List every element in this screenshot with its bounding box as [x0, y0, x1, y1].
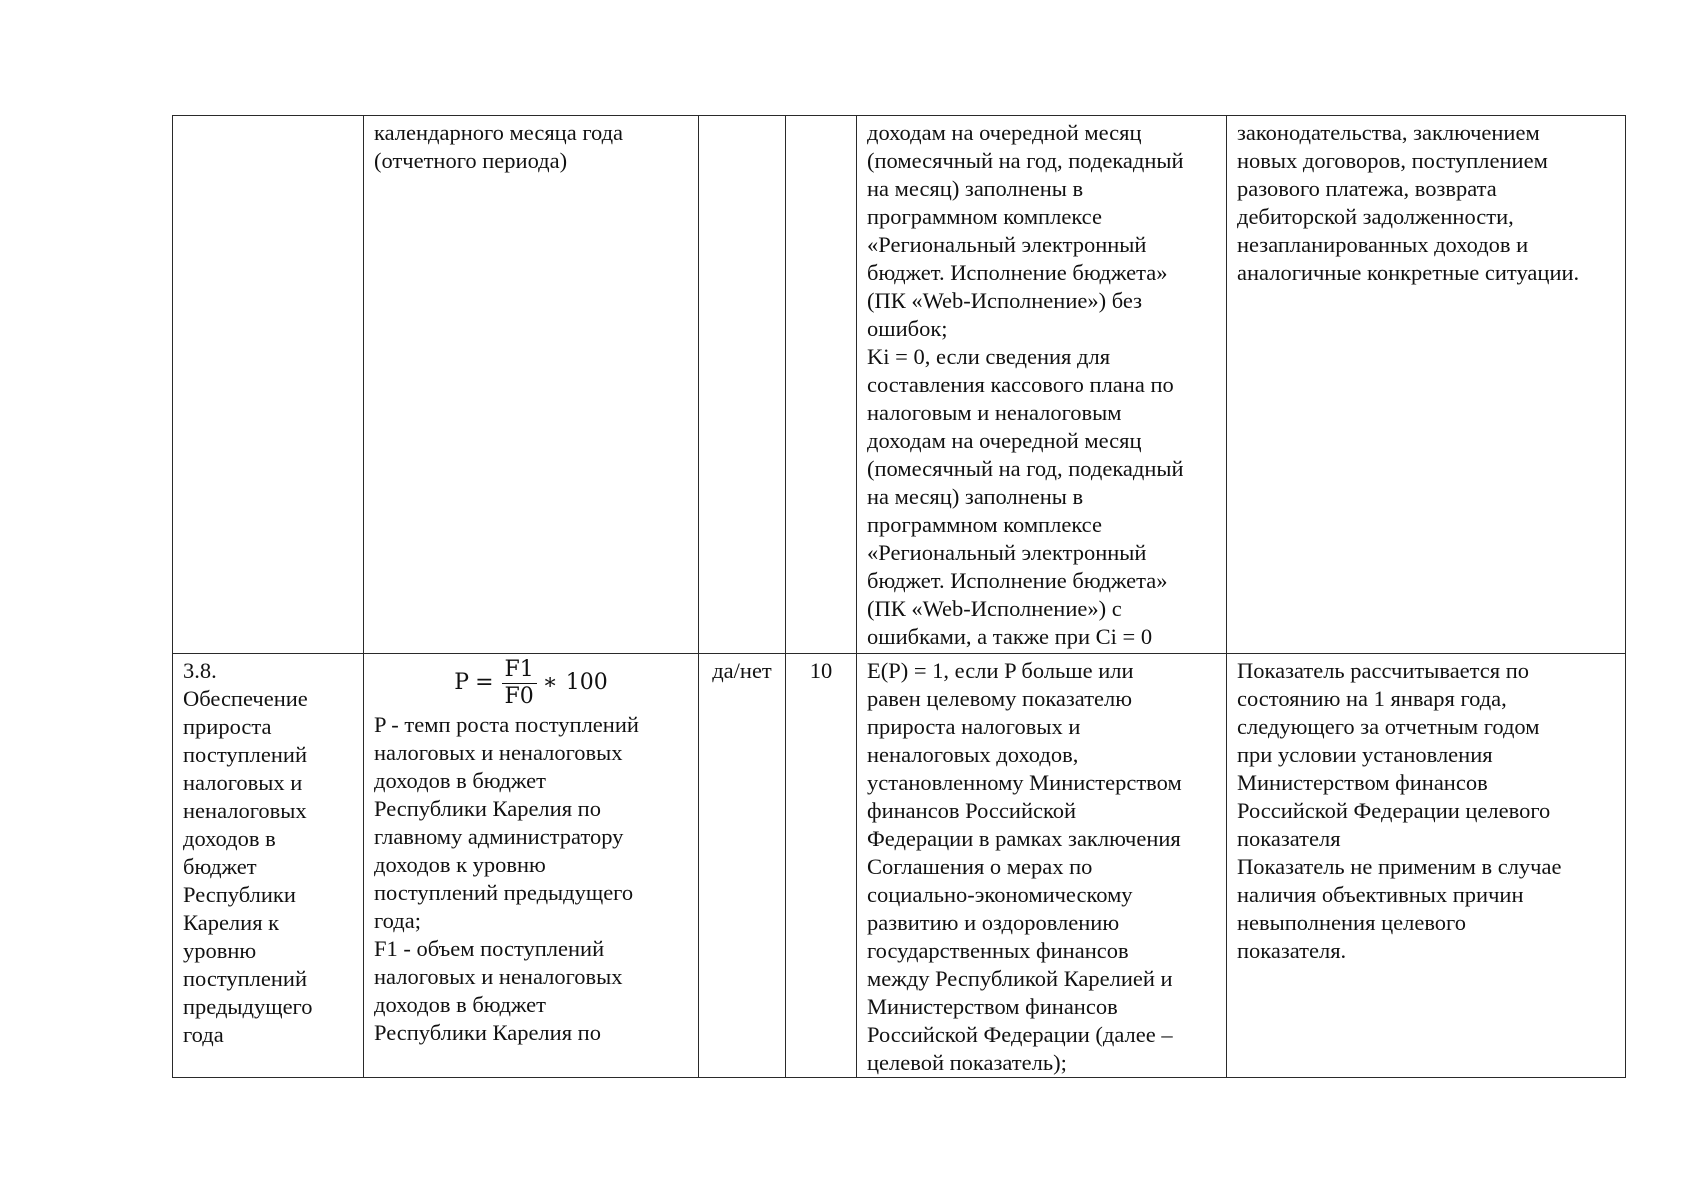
text-line: доходов в [183, 826, 276, 851]
formula-fraction [502, 658, 537, 709]
text-lines [183, 657, 353, 1049]
text-line: государственных финансов [867, 938, 1129, 963]
text-line: «Региональный электронный [867, 232, 1147, 257]
weight-value: 10 [809, 658, 833, 683]
text-line: налоговых и [183, 770, 303, 795]
text-line: уровню [183, 938, 257, 963]
formula-denominator: F0 [504, 683, 534, 709]
text-lines [867, 119, 1216, 651]
cell-formula-description [364, 116, 699, 654]
text-line: Российской Федерации целевого [1237, 798, 1551, 823]
text-line: бюджет [183, 854, 257, 879]
text-line: Карелия к [183, 910, 280, 935]
cell-unit [699, 116, 786, 654]
text-line: программном комплексе [867, 512, 1102, 537]
text-lines [867, 657, 1216, 1077]
text-line: поступлений [183, 742, 308, 767]
text-line: F1 - объем поступлений [374, 936, 605, 961]
text-line: (ПК «Web-Исполнение») без [867, 288, 1143, 313]
text-line: года [183, 1022, 224, 1047]
formula [374, 655, 688, 711]
text-line: при условии установления [1237, 742, 1493, 767]
text-line: E(P) = 1, если P больше или [867, 658, 1134, 683]
text-line: следующего за отчетным годом [1237, 714, 1540, 739]
text-line: Республики Карелия по [374, 1020, 601, 1045]
text-line: законодательства, заключением [1237, 120, 1540, 145]
text-line: на месяц) заполнены в [867, 176, 1084, 201]
text-line: незапланированных доходов и [1237, 232, 1529, 257]
text-line: целевой показатель); [867, 1050, 1067, 1075]
text-line: налоговых и неналоговых [374, 740, 623, 765]
text-lines [1237, 657, 1615, 965]
text-line: (помесячный на год, подекадный [867, 148, 1184, 173]
text-line: социально-экономическому [867, 882, 1133, 907]
text-line: развитию и оздоровлению [867, 910, 1120, 935]
text-line: неналоговых [183, 798, 307, 823]
text-lines [1237, 119, 1615, 287]
text-line: поступлений предыдущего [374, 880, 634, 905]
text-line: (ПК «Web-Исполнение») с [867, 596, 1122, 621]
unit-value: да/нет [712, 658, 772, 683]
text-line: прироста налоговых и [867, 714, 1081, 739]
text-line: показателя [1237, 826, 1341, 851]
text-line: показателя. [1237, 938, 1347, 963]
text-line: поступлений [183, 966, 308, 991]
text-lines [374, 119, 688, 175]
formula-factor: 100 [565, 670, 608, 695]
text-line: P - темп роста поступлений [374, 712, 639, 737]
formula-lhs: P [454, 670, 470, 695]
formula-equals: = [475, 670, 494, 695]
cell-indicator-name [173, 654, 364, 1078]
text-line: доходов в бюджет [374, 768, 546, 793]
text-line: между Республикой Карелией и [867, 966, 1173, 991]
cell-evaluation [857, 116, 1227, 654]
text-line: доходов в бюджет [374, 992, 546, 1017]
cell-number-name [173, 116, 364, 654]
text-line: состоянию на 1 января года, [1237, 686, 1507, 711]
cell-notes [1227, 116, 1626, 654]
text-line: ошибок; [867, 316, 948, 341]
text-line: налоговым и неналоговым [867, 400, 1122, 425]
text-line: Министерством финансов [867, 994, 1118, 1019]
cell-formula-description [364, 654, 699, 1078]
text-line: неналоговых доходов, [867, 742, 1079, 767]
text-lines [374, 711, 688, 1047]
text-line: Федерации в рамках заключения [867, 826, 1181, 851]
text-line: «Региональный электронный [867, 540, 1147, 565]
text-line: равен целевому показателю [867, 686, 1133, 711]
text-line: установленному Министерством [867, 770, 1182, 795]
text-line: 3.8. [183, 658, 217, 683]
text-line: новых договоров, поступлением [1237, 148, 1548, 173]
text-line: предыдущего [183, 994, 313, 1019]
text-line: доходам на очередной месяц [867, 120, 1142, 145]
text-line: Министерством финансов [1237, 770, 1488, 795]
table-row-continuation [173, 116, 1626, 654]
text-line: года; [374, 908, 421, 933]
text-line: Соглашения о мерах по [867, 854, 1093, 879]
text-line: Показатель рассчитывается по [1237, 658, 1530, 683]
text-line: дебиторской задолженности, [1237, 204, 1514, 229]
text-line: Республики [183, 882, 296, 907]
text-line: разового платежа, возврата [1237, 176, 1497, 201]
text-line: бюджет. Исполнение бюджета» [867, 568, 1168, 593]
text-line: финансов Российской [867, 798, 1077, 823]
cell-weight [786, 116, 857, 654]
formula-numerator: F1 [502, 658, 537, 684]
text-line: доходов к уровню [374, 852, 546, 877]
text-line: календарного месяца года [374, 120, 624, 145]
text-line: бюджет. Исполнение бюджета» [867, 260, 1168, 285]
text-line: на месяц) заполнены в [867, 484, 1084, 509]
cell-unit [699, 654, 786, 1078]
formula-operator: ∗ [542, 670, 558, 695]
table-row-3-8 [173, 654, 1626, 1078]
text-line: аналогичные конкретные ситуации. [1237, 260, 1580, 285]
text-line: Ki = 0, если сведения для [867, 344, 1111, 369]
cell-evaluation [857, 654, 1227, 1078]
text-line: невыполнения целевого [1237, 910, 1466, 935]
text-line: Республики Карелия по [374, 796, 601, 821]
text-line: Российской Федерации (далее – [867, 1022, 1173, 1047]
text-line: прироста [183, 714, 272, 739]
indicator-table [172, 115, 1626, 1078]
text-line: программном комплексе [867, 204, 1102, 229]
text-line: доходам на очередной месяц [867, 428, 1142, 453]
text-line: наличия объективных причин [1237, 882, 1524, 907]
text-line: (помесячный на год, подекадный [867, 456, 1184, 481]
text-line: составления кассового плана по [867, 372, 1174, 397]
text-line: налоговых и неналоговых [374, 964, 623, 989]
text-line: Показатель не применим в случае [1237, 854, 1562, 879]
text-line: Обеспечение [183, 686, 308, 711]
text-line: ошибками, а также при Ci = 0 [867, 624, 1153, 649]
text-line: (отчетного периода) [374, 148, 568, 173]
text-line: главному администратору [374, 824, 624, 849]
cell-weight [786, 654, 857, 1078]
cell-notes [1227, 654, 1626, 1078]
